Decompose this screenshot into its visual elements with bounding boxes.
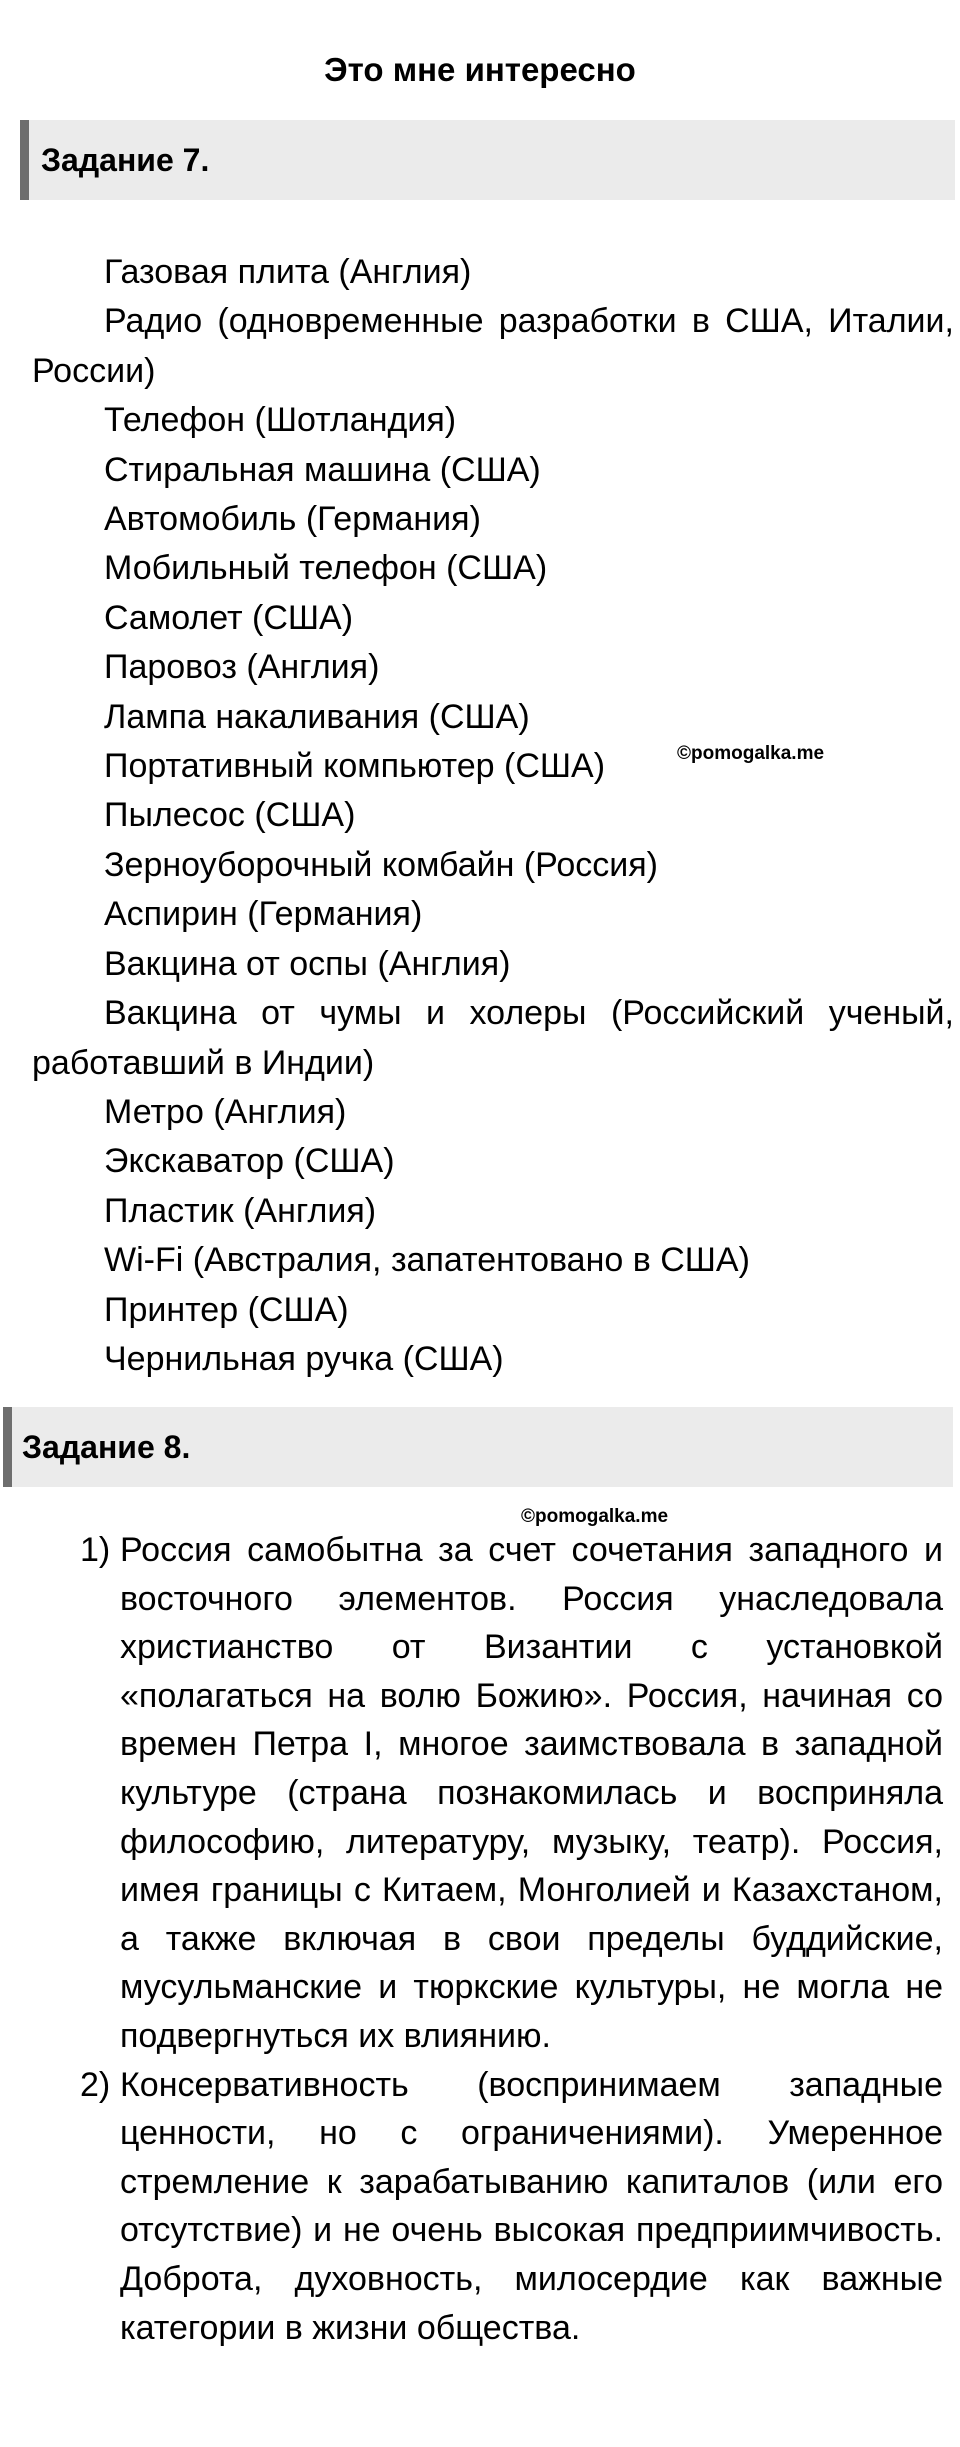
list-item: Стиральная машина (США)	[104, 450, 541, 489]
inventions-list	[32, 248, 954, 1384]
list-item: Мобильный телефон (США)	[104, 549, 548, 588]
list-item: Зерноуборочный комбайн (Россия)	[104, 845, 658, 884]
answer-number: 1)	[80, 1531, 111, 1569]
answer-number: 2)	[80, 2065, 111, 2104]
task-8-header: Задание 8.	[3, 1407, 953, 1487]
list-item: Телефон (Шотландия)	[104, 401, 457, 440]
answer-text: Консервативность (воспринимаем западные ценности, но с ограничениями). Умеренное стремление к зарабатыванию капиталов (или его отсутствие) и не очень высокая предприимчивость. Доброта, духовность, милосердие как важные категории в жизни общества.	[120, 2065, 943, 2347]
list-item: Пылесос (США)	[104, 796, 356, 835]
list-item: Автомобиль (Германия)	[104, 500, 481, 539]
list-item: Портативный компьютер (США)	[104, 747, 606, 786]
list-item: Самолет (США)	[104, 598, 354, 637]
answers-list	[80, 1526, 943, 2352]
list-item: Вакцина от оспы (Англия)	[104, 944, 511, 983]
watermark: ©pomogalka.me	[677, 743, 825, 764]
answer-text: Россия самобытна за счет сочетания западного и восточного элементов. Россия унаследовала христианство от Византии с установкой «полагаться на волю Божию». Россия, начиная со времен Петра I, многое заимствовала в западной культуре (страна познакомилась и восприняла философию, литературу, музыку, театр). Россия, имея границы с Китаем, Монголией и Казахстаном, а также включая в свои пределы буддийские, мусульманские и тюркские культуры, не могла не подвергнуться их влиянию.	[120, 1531, 943, 2055]
list-item: Пластик (Англия)	[104, 1191, 377, 1230]
list-item: Экскаватор (США)	[104, 1142, 395, 1181]
list-item: Принтер (США)	[104, 1290, 349, 1329]
list-item: Газовая плита (Англия)	[104, 253, 472, 291]
list-item: Радио (одновременные разработки в США, Италии, России)	[32, 302, 954, 390]
list-item: Вакцина от чумы и холеры (Российский ученый, работавший в Индии)	[32, 994, 954, 1082]
answer-item	[80, 1526, 943, 2061]
list-item: Лампа накаливания (США)	[104, 697, 530, 736]
page-title: Это мне интересно	[324, 51, 636, 88]
list-item: Паровоз (Англия)	[104, 648, 380, 687]
answer-item	[80, 2061, 943, 2353]
list-item: Wi-Fi (Австралия, запатентовано в США)	[104, 1241, 750, 1280]
watermark: ©pomogalka.me	[521, 1506, 669, 1527]
task-7-header: Задание 7.	[20, 120, 955, 200]
list-item: Чернильная ручка (США)	[104, 1339, 504, 1378]
list-item: Аспирин (Германия)	[104, 895, 423, 934]
list-item: Метро (Англия)	[104, 1092, 347, 1131]
